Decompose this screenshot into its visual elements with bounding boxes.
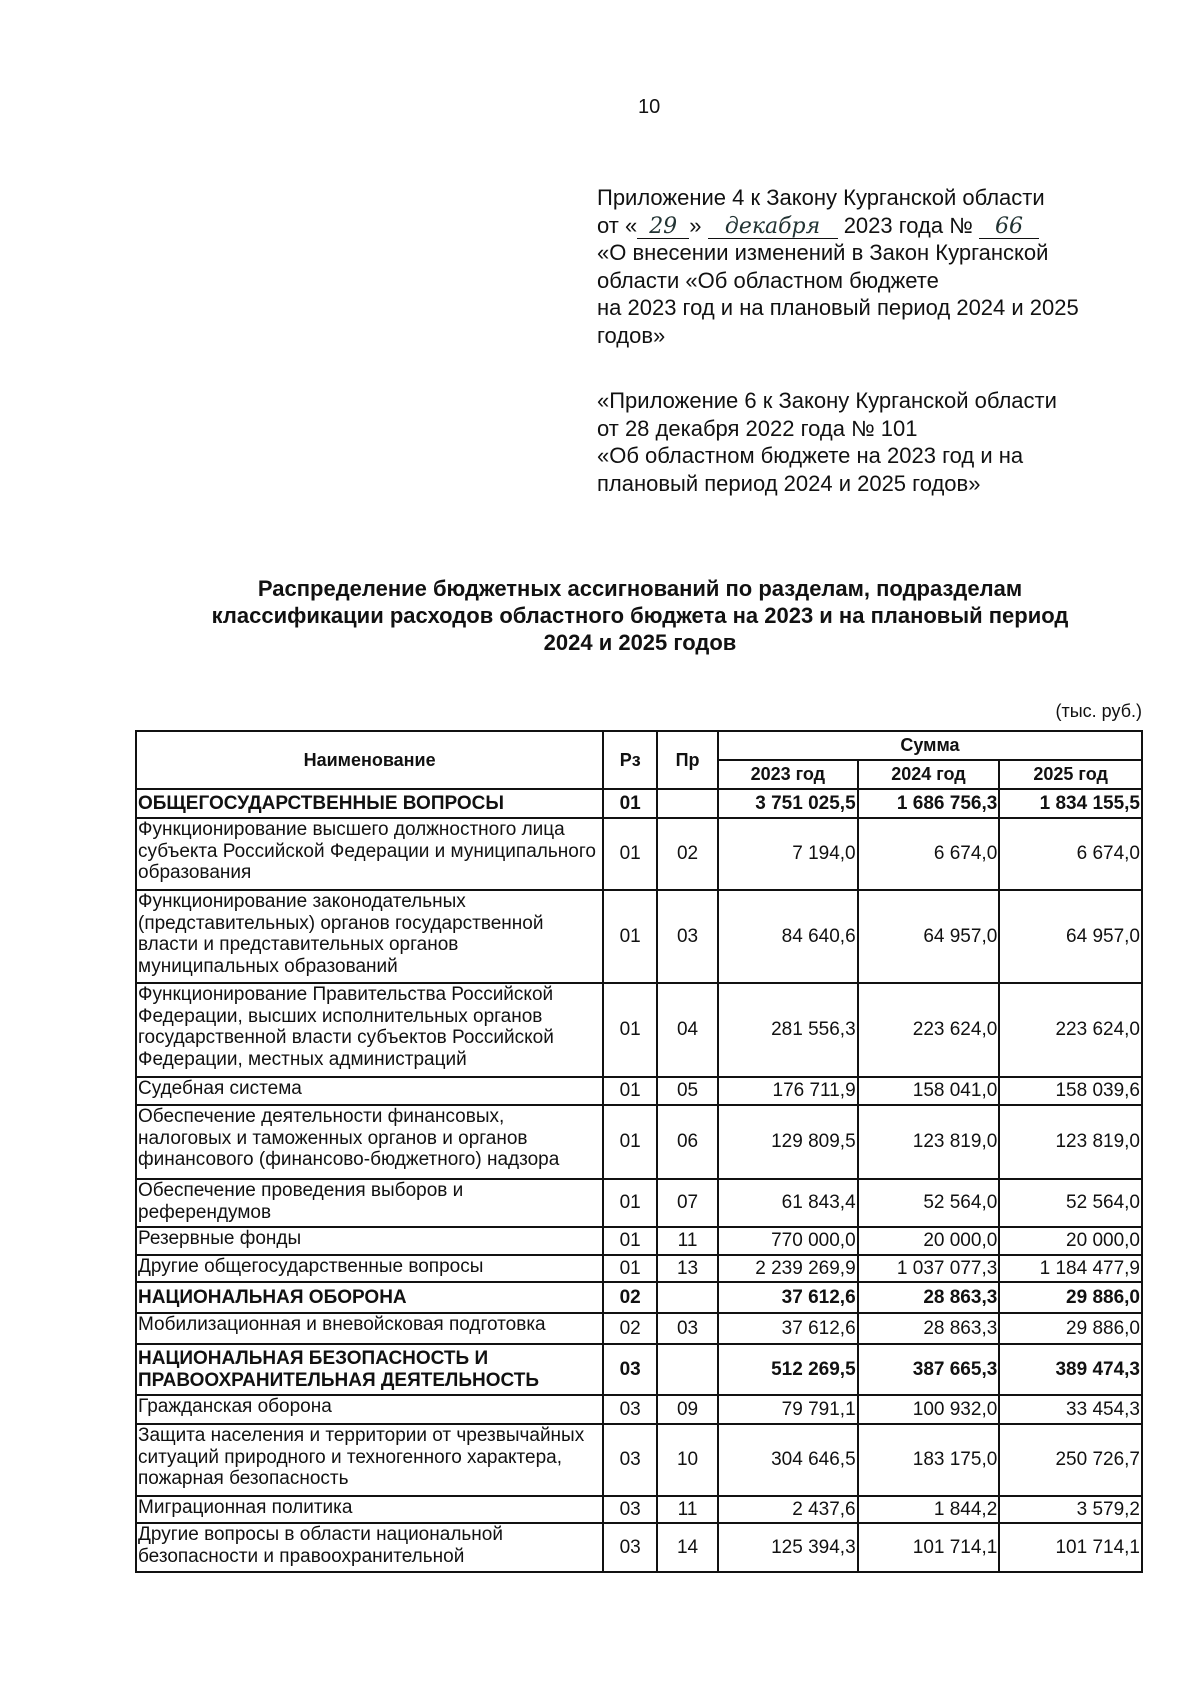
row-value-2025: 250 726,7	[999, 1424, 1142, 1496]
row-pr: 03	[657, 890, 718, 983]
year-text: 2023 года №	[843, 212, 973, 238]
row-value-2025: 223 624,0	[999, 983, 1142, 1077]
row-pr: 04	[657, 983, 718, 1077]
row-name: Миграционная политика	[136, 1496, 603, 1523]
row-name: Обеспечение проведения выборов и референдумов	[136, 1179, 603, 1227]
row-value-2025: 158 039,6	[999, 1077, 1142, 1105]
table-row	[136, 1255, 1142, 1282]
row-value-2025: 1 834 155,5	[999, 789, 1142, 818]
row-rz: 03	[603, 1424, 657, 1496]
row-rz: 01	[603, 1179, 657, 1227]
row-value-2024: 101 714,1	[858, 1523, 1000, 1572]
appendix-line: на 2023 год и на плановый период 2024 и 2025	[597, 295, 1079, 320]
row-rz: 02	[603, 1313, 657, 1344]
row-value-2023: 2 437,6	[718, 1496, 858, 1523]
table-row	[136, 1105, 1142, 1179]
row-name: Другие общегосударственные вопросы	[136, 1255, 603, 1282]
row-name: Защита населения и территории от чрезвычайных ситуаций природного и техногенного характера, пожарная безопасность	[136, 1424, 603, 1496]
row-name: Функционирование Правительства Российской Федерации, высших исполнительных органов государственной власти субъектов Российской Федерации, местных администраций	[136, 983, 603, 1077]
row-value-2024: 387 665,3	[858, 1344, 1000, 1395]
table-row	[136, 1179, 1142, 1227]
appendix-line: годов»	[597, 322, 666, 348]
row-rz: 01	[603, 1105, 657, 1179]
row-name: Гражданская оборона	[136, 1395, 603, 1424]
appendix-line: от 28 декабря 2022 года № 101	[597, 415, 918, 441]
row-name: Другие вопросы в области национальной безопасности и правоохранительной	[136, 1523, 603, 1572]
appendix-line: Приложение 4 к Закону Курганской области	[597, 185, 1045, 210]
row-value-2025: 33 454,3	[999, 1395, 1142, 1424]
row-value-2024: 28 863,3	[858, 1282, 1000, 1313]
row-value-2023: 129 809,5	[718, 1105, 858, 1179]
row-rz: 03	[603, 1395, 657, 1424]
appendix-line: «Приложение 6 к Закону Курганской области	[597, 388, 1057, 413]
table-row	[136, 1344, 1142, 1395]
row-pr: 14	[657, 1523, 718, 1572]
row-value-2024: 123 819,0	[858, 1105, 1000, 1179]
handwritten-month: декабря	[708, 216, 838, 239]
header-2025: 2025 год	[999, 760, 1142, 789]
appendix-date-line	[597, 212, 1079, 240]
row-value-2025: 123 819,0	[999, 1105, 1142, 1179]
row-value-2024: 100 932,0	[858, 1395, 1000, 1424]
appendix-original	[597, 387, 1057, 497]
appendix-line: области «Об областном бюджете	[597, 267, 939, 293]
row-value-2025: 52 564,0	[999, 1179, 1142, 1227]
row-name: Мобилизационная и вневойсковая подготовка	[136, 1313, 603, 1344]
row-value-2023: 61 843,4	[718, 1179, 858, 1227]
row-pr: 05	[657, 1077, 718, 1105]
table-row	[136, 1077, 1142, 1105]
row-pr: 03	[657, 1313, 718, 1344]
row-pr: 11	[657, 1496, 718, 1523]
row-value-2025: 29 886,0	[999, 1282, 1142, 1313]
handwritten-number: 66	[979, 216, 1039, 239]
row-pr: 07	[657, 1179, 718, 1227]
row-pr: 02	[657, 818, 718, 890]
row-name: Функционирование законодательных (представительных) органов государственной власти и представительных органов муниципальных образований	[136, 890, 603, 983]
row-rz: 01	[603, 890, 657, 983]
row-value-2024: 28 863,3	[858, 1313, 1000, 1344]
row-value-2023: 770 000,0	[718, 1227, 858, 1255]
table-row	[136, 789, 1142, 818]
row-value-2024: 52 564,0	[858, 1179, 1000, 1227]
row-value-2025: 1 184 477,9	[999, 1255, 1142, 1282]
row-value-2024: 1 037 077,3	[858, 1255, 1000, 1282]
row-pr: 10	[657, 1424, 718, 1496]
table-row	[136, 1227, 1142, 1255]
title-line: классификации расходов областного бюджета на 2023 и на плановый период	[211, 603, 1069, 628]
row-pr: 06	[657, 1105, 718, 1179]
row-value-2024: 64 957,0	[858, 890, 1000, 983]
row-value-2025: 29 886,0	[999, 1313, 1142, 1344]
row-rz: 01	[603, 1255, 657, 1282]
row-pr: 11	[657, 1227, 718, 1255]
row-value-2023: 37 612,6	[718, 1282, 858, 1313]
table-row	[136, 1282, 1142, 1313]
table-row	[136, 1496, 1142, 1523]
row-value-2024: 158 041,0	[858, 1077, 1000, 1105]
row-rz: 03	[603, 1523, 657, 1572]
row-value-2023: 37 612,6	[718, 1313, 858, 1344]
row-rz: 01	[603, 1077, 657, 1105]
row-value-2024: 6 674,0	[858, 818, 1000, 890]
document-title	[140, 575, 1140, 656]
table-row	[136, 818, 1142, 890]
appendix-line: «О внесении изменений в Закон Курганской	[597, 240, 1049, 265]
table-row	[136, 1523, 1142, 1572]
header-2024: 2024 год	[858, 760, 1000, 789]
row-value-2023: 176 711,9	[718, 1077, 858, 1105]
row-pr	[657, 1282, 718, 1313]
row-name: Резервные фонды	[136, 1227, 603, 1255]
row-pr: 09	[657, 1395, 718, 1424]
row-value-2023: 125 394,3	[718, 1523, 858, 1572]
from-prefix: от «	[597, 212, 638, 238]
row-rz: 02	[603, 1282, 657, 1313]
header-name: Наименование	[136, 731, 603, 789]
row-value-2023: 3 751 025,5	[718, 789, 858, 818]
row-value-2025: 101 714,1	[999, 1523, 1142, 1572]
row-value-2023: 84 640,6	[718, 890, 858, 983]
budget-table	[135, 730, 1143, 1573]
row-value-2024: 20 000,0	[858, 1227, 1000, 1255]
row-value-2025: 3 579,2	[999, 1496, 1142, 1523]
row-name: Функционирование высшего должностного лица субъекта Российской Федерации и муниципального образования	[136, 818, 603, 890]
appendix-line: плановый период 2024 и 2025 годов»	[597, 470, 981, 496]
row-pr	[657, 789, 718, 818]
row-value-2024: 223 624,0	[858, 983, 1000, 1077]
row-value-2023: 304 646,5	[718, 1424, 858, 1496]
units-label: (тыс. руб.)	[1055, 701, 1142, 721]
row-rz: 01	[603, 1227, 657, 1255]
row-rz: 01	[603, 818, 657, 890]
row-name: Обеспечение деятельности финансовых, налоговых и таможенных органов и органов финансового (финансово-бюджетного) надзора	[136, 1105, 603, 1179]
appendix-line: «Об областном бюджете на 2023 год и на	[597, 443, 1024, 468]
page-number: 10	[638, 96, 661, 118]
header-2023: 2023 год	[718, 760, 858, 789]
row-value-2023: 7 194,0	[718, 818, 858, 890]
header-rz: Рз	[603, 731, 657, 789]
row-value-2025: 6 674,0	[999, 818, 1142, 890]
row-rz: 01	[603, 789, 657, 818]
row-rz: 03	[603, 1344, 657, 1395]
row-name: НАЦИОНАЛЬНАЯ БЕЗОПАСНОСТЬ И ПРАВООХРАНИТЕЛЬНАЯ ДЕЯТЕЛЬНОСТЬ	[136, 1344, 603, 1395]
row-value-2024: 1 844,2	[858, 1496, 1000, 1523]
row-name: ОБЩЕГОСУДАРСТВЕННЫЕ ВОПРОСЫ	[136, 789, 603, 818]
row-rz: 01	[603, 983, 657, 1077]
title-line: Распределение бюджетных ассигнований по разделам, подразделам	[257, 576, 1023, 601]
row-value-2024: 183 175,0	[858, 1424, 1000, 1496]
row-pr	[657, 1344, 718, 1395]
row-name: Судебная система	[136, 1077, 603, 1105]
table-row	[136, 890, 1142, 983]
row-value-2023: 79 791,1	[718, 1395, 858, 1424]
row-value-2023: 512 269,5	[718, 1344, 858, 1395]
row-value-2024: 1 686 756,3	[858, 789, 1000, 818]
row-value-2025: 20 000,0	[999, 1227, 1142, 1255]
row-pr: 13	[657, 1255, 718, 1282]
row-value-2025: 64 957,0	[999, 890, 1142, 983]
row-value-2023: 281 556,3	[718, 983, 858, 1077]
row-rz: 03	[603, 1496, 657, 1523]
title-line: 2024 и 2025 годов	[543, 630, 737, 655]
header-pr: Пр	[657, 731, 718, 789]
appendix-current	[597, 184, 1079, 349]
table-row	[136, 983, 1142, 1077]
row-value-2023: 2 239 269,9	[718, 1255, 858, 1282]
quote-close: »	[689, 212, 702, 238]
table-row	[136, 1313, 1142, 1344]
handwritten-day: 29	[637, 216, 689, 239]
header-sum: Сумма	[718, 731, 1142, 760]
table-row	[136, 1424, 1142, 1496]
row-name: НАЦИОНАЛЬНАЯ ОБОРОНА	[136, 1282, 603, 1313]
table-row	[136, 1395, 1142, 1424]
row-value-2025: 389 474,3	[999, 1344, 1142, 1395]
